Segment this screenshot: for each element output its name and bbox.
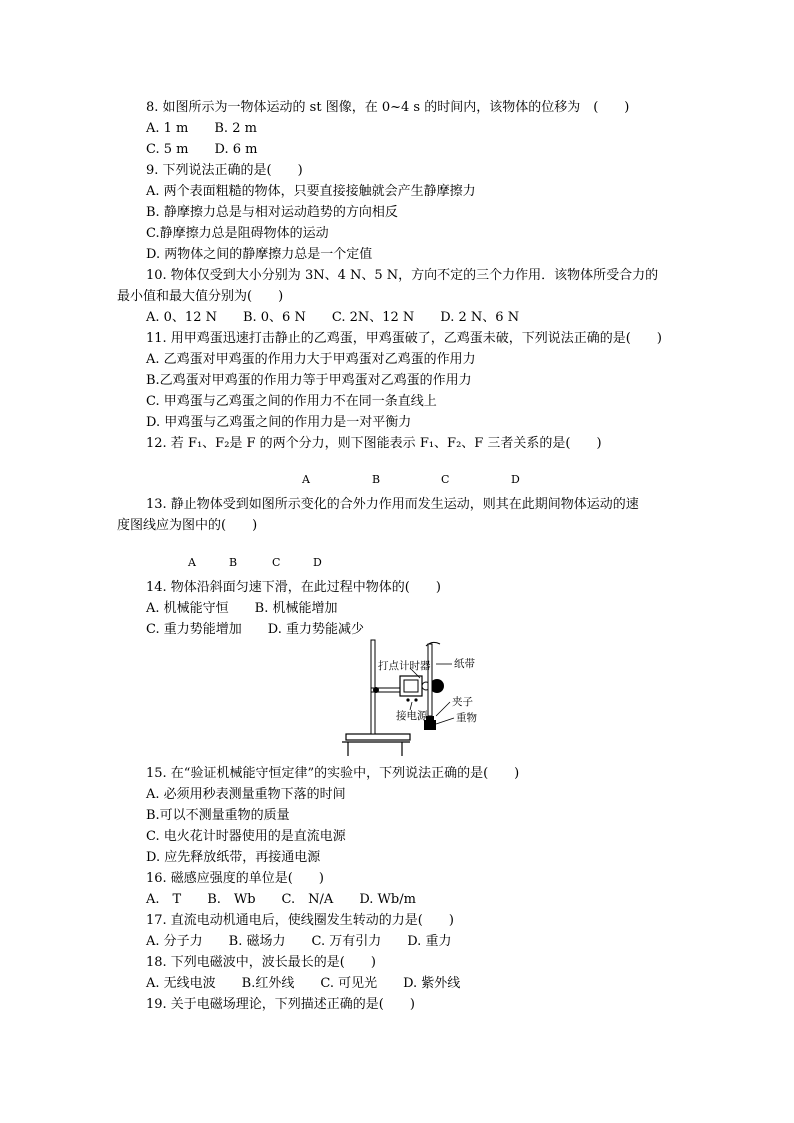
q13-label-c: C	[272, 556, 281, 569]
q12-label-d: D	[511, 473, 520, 486]
q16-options: A. T B. Wb C. N/A D. Wb/m	[146, 892, 416, 907]
q14-options-row1: A. 机械能守恒 B. 机械能增加	[146, 601, 338, 616]
q8-options-row1: A. 1 m B. 2 m	[146, 121, 257, 136]
q13-label-a: A	[188, 556, 196, 569]
q12-label-a: A	[302, 473, 310, 486]
stand-rod	[371, 640, 375, 734]
stand-base	[346, 734, 410, 740]
q12-label-c: C	[441, 473, 450, 486]
q19-stem: 19. 关于电磁场理论，下列描述正确的是( )	[146, 997, 415, 1012]
q12-stem: 12. 若 F₁、F₂是 F 的两个分力，则下图能表示 F₁、F₂、F 三者关系的是( )	[146, 436, 602, 451]
q8-stem: 8. 如图所示为一物体运动的 st 图像，在 0~4 s 的时间内，该物体的位移为 ( )	[146, 100, 630, 115]
label-clip: 夹子	[452, 696, 473, 708]
q12-label-b: B	[372, 473, 381, 486]
q9-stem: 9. 下列说法正确的是( )	[146, 163, 303, 178]
q11-stem: 11. 用甲鸡蛋迅速打击静止的乙鸡蛋，甲鸡蛋破了，乙鸡蛋未破，下列说法正确的是( )	[146, 331, 662, 346]
q15-option-a: A. 必须用秒表测量重物下落的时间	[146, 787, 346, 802]
q13-label-d: D	[313, 556, 322, 569]
q15-stem: 15. 在“验证机械能守恒定律”的实验中，下列说法正确的是( )	[146, 766, 520, 781]
q11-option-c: C. 甲鸡蛋与乙鸡蛋之间的作用力不在同一条直线上	[146, 394, 437, 409]
q16-stem: 16. 磁感应强度的单位是( )	[146, 871, 324, 886]
q11-option-d: D. 甲鸡蛋与乙鸡蛋之间的作用力是一对平衡力	[146, 415, 412, 430]
q14-stem: 14. 物体沿斜面匀速下滑，在此过程中物体的( )	[146, 580, 441, 595]
label-power: 接电源	[396, 710, 428, 722]
q13-label-b: B	[229, 556, 238, 569]
q9-option-a: A. 两个表面粗糙的物体，只要直接接触就会产生静摩擦力	[146, 184, 476, 199]
q9-option-c: C.静摩擦力总是阻碍物体的运动	[146, 226, 329, 241]
q11-option-a: A. 乙鸡蛋对甲鸡蛋的作用力大于甲鸡蛋对乙鸡蛋的作用力	[146, 352, 476, 367]
free-fall-apparatus-figure	[340, 638, 490, 760]
q10-stem-line1: 10. 物体仅受到大小分别为 3N、4 N、5 N，方向不定的三个力作用．该物体所受合力的	[146, 268, 659, 283]
q18-stem: 18. 下列电磁波中，波长最长的是( )	[146, 955, 376, 970]
q10-options: A. 0、12 N B. 0、6 N C. 2N、12 N D. 2 N、6 N	[146, 310, 520, 325]
q10-stem-line2: 最小值和最大值分别为( )	[117, 289, 284, 304]
label-weight: 重物	[456, 712, 477, 724]
q18-options: A. 无线电波 B.红外线 C. 可见光 D. 紫外线	[146, 976, 461, 991]
q8-options-row2: C. 5 m D. 6 m	[146, 142, 258, 157]
q11-option-b: B.乙鸡蛋对甲鸡蛋的作用力等于甲鸡蛋对乙鸡蛋的作用力	[146, 373, 472, 388]
q13-stem-line2: 度图线应为图中的( )	[117, 518, 258, 533]
q9-option-b: B. 静摩擦力总是与相对运动趋势的方向相反	[146, 205, 398, 220]
paper-tape	[428, 644, 432, 716]
label-timer: 打点计时器	[378, 660, 431, 672]
q17-stem: 17. 直流电动机通电后，使线圈发生转动的力是( )	[146, 913, 454, 928]
q15-option-d: D. 应先释放纸带，再接通电源	[146, 850, 321, 865]
label-tape: 纸带	[454, 658, 475, 670]
q15-option-c: C. 电火花计时器使用的是直流电源	[146, 829, 346, 844]
q13-stem-line1: 13. 静止物体受到如图所示变化的合外力作用而发生运动，则其在此期间物体运动的速	[146, 497, 639, 512]
q17-options: A. 分子力 B. 磁场力 C. 万有引力 D. 重力	[146, 934, 452, 949]
q9-option-d: D. 两物体之间的静摩擦力总是一个定值	[146, 247, 373, 262]
q15-option-b: B.可以不测量重物的质量	[146, 808, 290, 823]
q14-options-row2: C. 重力势能增加 D. 重力势能减少	[146, 622, 364, 637]
